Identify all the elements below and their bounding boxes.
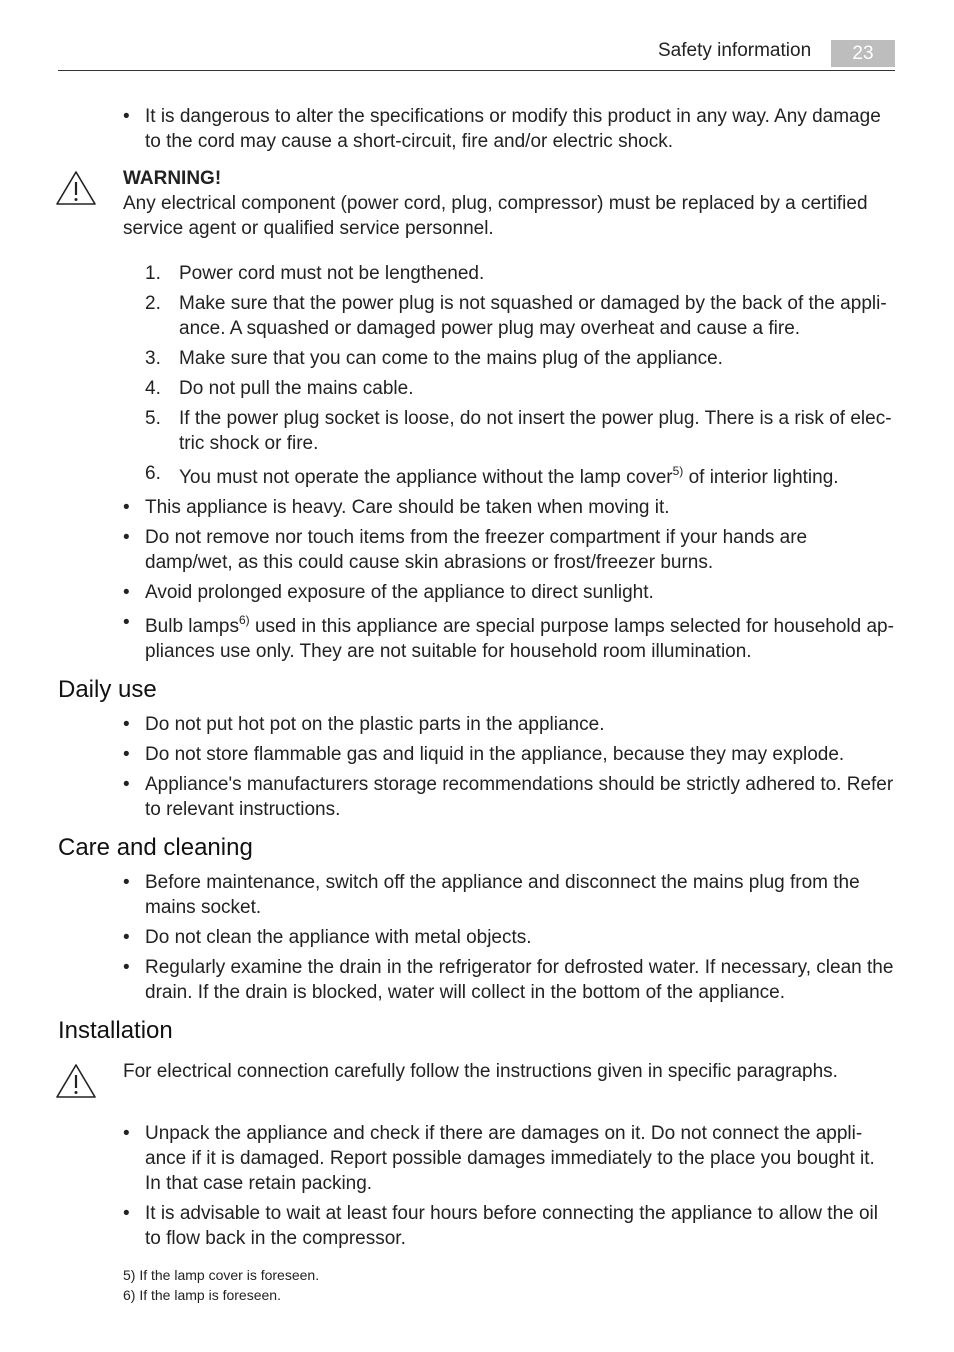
warning-triangle-icon xyxy=(55,1063,97,1099)
bullet-text: Do not put hot pot on the plastic parts in the appliance. xyxy=(145,714,605,735)
bullet-marker: • xyxy=(123,744,130,765)
list-number: 5. xyxy=(145,408,161,429)
bullet-text: Unpack the appliance and check if there are damages on it. Do not connect the appliance if it is damaged. Report possible damages immediately to the place you bought it. In that case retain packing. xyxy=(145,1123,875,1194)
bullet-text xyxy=(145,614,895,664)
bullet-text: Before maintenance, switch off the appliance and disconnect the mains plug from the mains socket. xyxy=(145,872,860,918)
bullet-marker: • xyxy=(123,714,130,735)
page-number: 23 xyxy=(831,40,895,67)
bullet-marker: • xyxy=(123,1203,130,1224)
footnote: 6) If the lamp is foreseen. xyxy=(123,1287,281,1303)
header-divider xyxy=(58,70,895,71)
bullet-text-part: used in this appliance are special purpose lamps selected for household appliances use only. They are not suitable for household room illumination. xyxy=(145,616,894,662)
numbered-item-text xyxy=(179,465,895,490)
bullet-marker: • xyxy=(123,957,130,978)
warning-block xyxy=(123,166,895,241)
bullet-marker: • xyxy=(123,582,130,603)
warning-triangle-icon xyxy=(55,170,97,206)
bullet-marker: • xyxy=(123,612,130,633)
bullet-text: Appliance's manufacturers storage recommendations should be strictly adhered to. Refer to relevant instructions. xyxy=(145,774,894,820)
bullet-text: Regularly examine the drain in the refrigerator for defrosted water. If necessary, clean the drain. If the drain is blocked, water will collect in the bottom of the appliance. xyxy=(145,957,894,1003)
list-number: 4. xyxy=(145,378,161,399)
bullet-marker: • xyxy=(123,927,130,948)
numbered-item-text-part: You must not operate the appliance without the lamp cover xyxy=(179,467,673,488)
bullet-marker: • xyxy=(123,872,130,893)
numbered-item-text: Do not pull the mains cable. xyxy=(179,378,414,399)
section-heading-installation: Installation xyxy=(58,1017,173,1044)
list-number: 1. xyxy=(145,263,161,284)
warning-title: WARNING! xyxy=(123,168,222,189)
section-heading-care-cleaning: Care and cleaning xyxy=(58,834,253,861)
bullet-marker: • xyxy=(123,527,130,548)
bullet-marker: • xyxy=(123,106,130,127)
list-number: 3. xyxy=(145,348,161,369)
section-heading-daily-use: Daily use xyxy=(58,676,157,703)
intro-bullet-text: It is dangerous to alter the specifications or modify this product in any way. Any damage to the cord may cause a short-circuit, fire and/or electric shock. xyxy=(145,106,881,152)
bullet-marker: • xyxy=(123,774,130,795)
numbered-item-text: Make sure that you can come to the mains plug of the appliance. xyxy=(179,348,723,369)
footnote-ref: 6) xyxy=(239,613,250,627)
bullet-text: It is advisable to wait at least four hours before connecting the appliance to allow the oil to flow back in the compressor. xyxy=(145,1203,878,1249)
list-number: 6. xyxy=(145,463,161,484)
bullet-text: This appliance is heavy. Care should be taken when moving it. xyxy=(145,497,670,518)
bullet-marker: • xyxy=(123,497,130,518)
bullet-text-part: Bulb lamps xyxy=(145,616,239,637)
numbered-item-text-part: of interior lighting. xyxy=(683,467,839,488)
warning-text: Any electrical component (power cord, plug, compressor) must be replaced by a certified service agent or qualified service personnel. xyxy=(123,193,868,239)
numbered-item-text: Power cord must not be lengthened. xyxy=(179,263,485,284)
bullet-text: Do not clean the appliance with metal objects. xyxy=(145,927,532,948)
bullet-text: Avoid prolonged exposure of the appliance to direct sunlight. xyxy=(145,582,654,603)
bullet-text: Do not store flammable gas and liquid in the appliance, because they may explode. xyxy=(145,744,845,765)
numbered-item-text: If the power plug socket is loose, do not insert the power plug. There is a risk of electric shock or fire. xyxy=(179,408,892,454)
bullet-text: Do not remove nor touch items from the freezer compartment if your hands are damp/wet, as this could cause skin abrasions or frost/freezer burns. xyxy=(145,527,808,573)
bullet-marker: • xyxy=(123,1123,130,1144)
numbered-item-text: Make sure that the power plug is not squashed or damaged by the back of the appliance. A squashed or damaged power plug may overheat and cause a fire. xyxy=(179,293,887,339)
running-header-title: Safety information xyxy=(658,40,812,61)
footnote-ref: 5) xyxy=(672,464,684,478)
list-number: 2. xyxy=(145,293,161,314)
installation-warning-text: For electrical connection carefully follow the instructions given in specific paragraphs. xyxy=(123,1061,838,1082)
footnote: 5) If the lamp cover is foreseen. xyxy=(123,1267,320,1283)
